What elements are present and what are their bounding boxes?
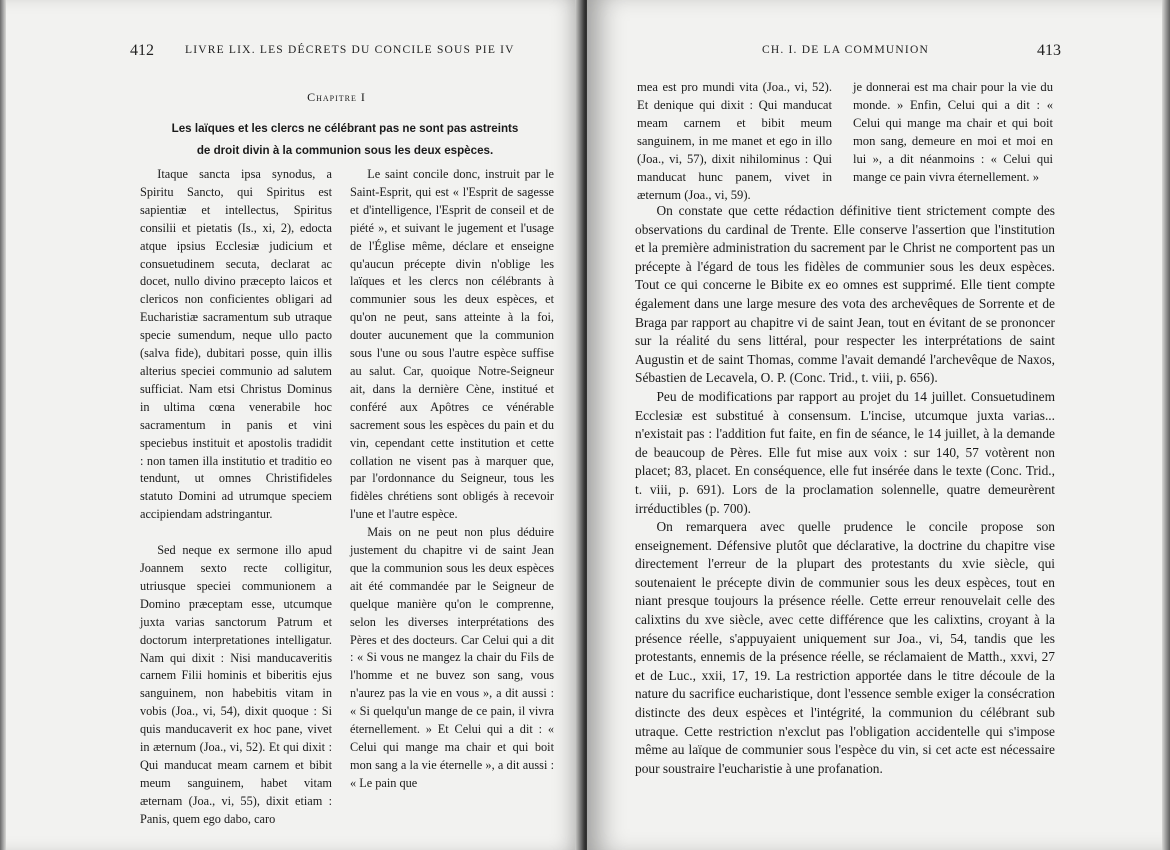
right-page <box>587 0 1170 850</box>
french-column <box>350 166 554 793</box>
commentary-paragraph: On remarquera avec quelle prudence le concile propose son enseignement. Défensive plutôt que déclarative, la doctrine du chapitre vise directement l'erreur de la plupart des protestants du xvie siècle, qui soutenaient le précepte divin de communier sous les deux espèces, tout en niant presque toujours la présence réelle. Cette erreur renouvelait celle des calixtins du xve siècle, avec cette différence que les calixtins, croyant à la présence réelle, s'appuyaient uniquement sur Joa., vi, 54, tandis que les protestants, ennemis de la présence réelle, se réclamaient de Matth., xxvi, 27 et de Luc., xxii, 17, 19. La restriction apportée dans le titre découle de la nature du sacrifice eucharistique, dont l'essence semble exiger la consécration distincte des deux espèces et l'intégrité, la communion du célébrant sub utraque. Cette restriction n'exclut pas l'obligation accidentelle qui s'impose même au laïque de communier sous l'espèce du vin, si cet acte est nécessaire pour soustraire l'eucharistie à une profanation. <box>635 519 1055 776</box>
subtitle-line: de droit divin à la communion sous les deux espèces. <box>196 144 494 157</box>
french-paragraph: je donnerai est ma chair pour la vie du monde. » Enfin, Celui qui a dit : « Celui qui mange ma chair et qui boit mon sang, demeure en moi et moi en lui », a dit néanmoins : « Celui qui mange ce pain vivra éternellement. » <box>853 80 1053 184</box>
french-paragraph: Mais on ne peut non plus déduire justement du chapitre vi de saint Jean que la communion sous les deux espèces ait été commandée par le Seigneur de quelque manière qu'on le comprenne, selon les diverses interprétations des Pères et des docteurs. Car Celui qui a dit : « Si vous ne mangez la chair du Fils de l'homme et ne buvez son sang, vous n'aurez pas la vie en vous », a dit aussi : « Si quelqu'un mange de ce pain, il vivra éternellement. » Et Celui qui a dit : « Celui qui mange ma chair et qui boit mon sang a la vie éternelle », a dit aussi : « Le pain que <box>350 525 554 790</box>
page-number: 412 <box>130 42 154 59</box>
page-number: 413 <box>1037 42 1061 59</box>
commentary <box>635 202 1055 778</box>
commentary-paragraph: On constate que cette rédaction définitive tient strictement compte des observations du cardinal de Trente. Elle conserve l'assertion que l'institution et la première administration du sacrement par le Christ ne comportent pas un précepte à l'égard de tous les fidèles de communier sous les deux espèces. Tout ce qui concerne le Bibite ex eo omnes est supprimé. Elle tient compte également dans une large mesure des vota des archevêques de Sorrente et de Braga par rapport au chapitre vi de saint Jean, tout en évitant de se prononcer sur la réalité du sens littéral, pour respecter les interprétations de saint Augustin et de saint Thomas, comme l'avait demandé l'archevêque de Naxos, Sébastien de Lecavela, O. P. (Conc. Trid., t. viii, p. 656). <box>635 203 1055 386</box>
latin-paragraph: mea est pro mundi vita (Joa., vi, 52). Et denique qui dixit : Qui manducat meam carnem et bibit meum sanguinem, in me manet et ego in illo (Joa., vi, 57), dixit nihilominus : Qui manducat hunc panem, vivet in æternum (Joa., vi, 59). <box>637 80 832 202</box>
latin-column <box>637 78 832 204</box>
running-head: LIVRE LIX. LES DÉCRETS DU CONCILE SOUS PIE IV <box>185 44 515 56</box>
latin-column <box>140 166 332 829</box>
left-page <box>0 0 583 850</box>
page-edge <box>1162 0 1170 850</box>
latin-paragraph: Itaque sancta ipsa synodus, a Spiritu Sancto, qui Spiritus est sapientiæ et intellectus, Spiritus consilii et pietatis (Is., xi, 2), edocta atque ipsius Ecclesiæ judicium et consuetudinem secuta, declarat ac docet, nullo divino præcepto laicos et clericos non conficientes obligari ad Eucharistiæ sacramentum sub utraque specie sumendum, neque ullo pacto (salva fide), dubitari posse, quin illis alterius speciei communio ad salutem sufficiat. Nam etsi Christus Dominus in ultima cœna venerabile hoc sacramentum in panis et vini speciebus instituit et apostolis tradidit : non tamen illa institutio et traditio eo tendunt, ut omnes Christifideles statuto Domini ad utrumque speciem accipiendam adstringantur. <box>140 167 332 522</box>
french-column <box>853 78 1053 186</box>
chapter-subtitle <box>135 118 555 162</box>
running-head: CH. I. DE LA COMMUNION <box>762 44 929 56</box>
french-paragraph: Le saint concile donc, instruit par le Saint-Esprit, qui est « l'Esprit de sagesse et d'intelligence, l'Esprit de conseil et de piété », et suivant le jugement et l'usage de l'Église même, déclare et enseigne qu'aucun précepte divin n'oblige les laïques et les clercs non célébrants à communier sous les deux espèces, et qu'on ne peut, sans atteinte à la foi, douter aucunement que la communion sous l'une ou sous l'autre espèce suffise au salut. Car, quoique Notre-Seigneur ait, dans la dernière Cène, institué et conféré aux Apôtres ce vénérable sacrement sous les espèces du pain et du vin, cependant cette institution et cette collation ne visent pas à marquer que, par l'ordonnance du Seigneur, tous les fidèles chrétiens sont obligés à recevoir l'une et l'autre espèce. <box>350 167 554 522</box>
chapter-heading: Chapitre I <box>307 90 366 104</box>
page-edge <box>0 0 6 850</box>
commentary-paragraph: Peu de modifications par rapport au projet du 14 juillet. Consuetudinem Ecclesiæ est substitué à consensum. L'incise, utcumque juxta varias... n'existait pas : l'addition fut faite, en fin de séance, le 14 juillet, à la demande de beaucoup de Pères. Elle fut mise aux voix : sur 140, 57 votèrent non placet; 83, placet. En conséquence, elle fut insérée dans le texte (Conc. Trid., t. viii, p. 691). Lors de la proclamation solennelle, quatre demeurèrent irréductibles (p. 700). <box>635 388 1055 516</box>
subtitle-line: Les laïques et les clercs ne célébrant pas ne sont pas astreints <box>171 122 519 135</box>
latin-paragraph: Sed neque ex sermone illo apud Joannem sexto recte colligitur, utriusque speciei communionem a Domino præceptam esse, utcumque juxta varias sanctorum Patrum et doctorum interpretationes intelligatur. Nam qui dixit : Nisi manducaveritis carnem Filii hominis et biberitis ejus sanguinem, non habebitis vitam in vobis (Joa., vi, 54), dixit quoque : Si quis manducaverit ex hoc pane, vivet in æternum (Joa., vi, 52). Et qui dixit : Qui manducat meam carnem et bibit meum sanguinem, habet vitam æternam (Joa., vi, 55), dixit etiam : Panis, quem ego dabo, caro <box>140 543 332 826</box>
